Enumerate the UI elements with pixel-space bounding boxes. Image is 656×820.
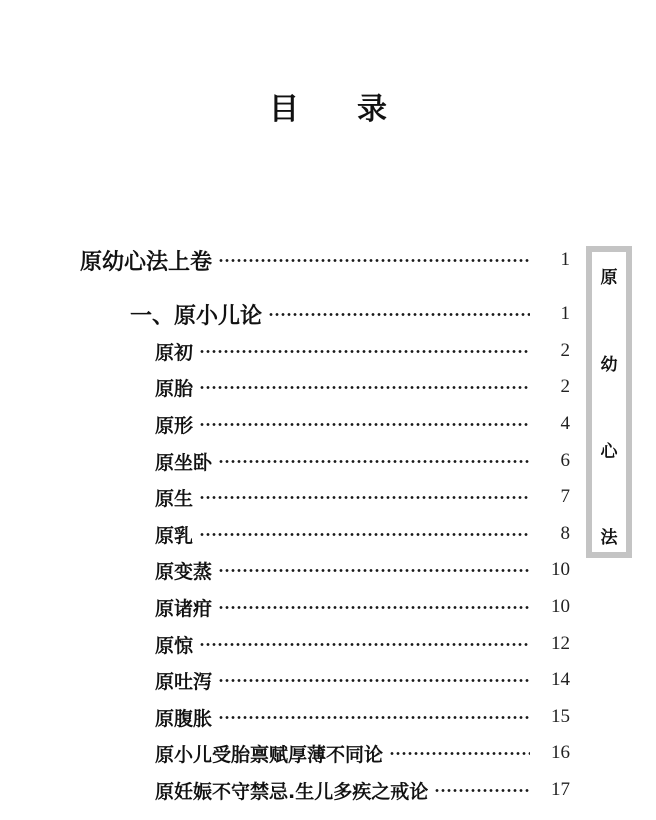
dot-leader <box>218 569 530 572</box>
toc-entry-label: 原变蒸 <box>155 560 213 583</box>
dot-leader <box>199 643 530 646</box>
dot-leader <box>199 496 530 499</box>
dot-leader <box>199 533 530 536</box>
toc-entry-label: 原胎 <box>155 377 194 400</box>
dot-leader <box>218 606 530 609</box>
toc-entry[interactable] <box>155 555 570 585</box>
side-tab-book-title <box>586 246 632 558</box>
toc-entry-page: 12 <box>551 633 570 654</box>
dot-leader <box>389 752 530 755</box>
toc-entry-label: 原幼心法上卷 <box>80 249 213 275</box>
toc-entry-page: 7 <box>560 486 570 507</box>
toc-entry-label: 原坐卧 <box>155 451 213 474</box>
toc-entry-label: 原乳 <box>155 524 194 547</box>
toc-entry[interactable] <box>155 519 570 549</box>
toc-entry[interactable] <box>155 446 570 476</box>
toc-entry[interactable] <box>155 629 570 659</box>
dot-leader <box>199 386 530 389</box>
toc-entry[interactable] <box>155 738 570 768</box>
toc-entry-page: 10 <box>551 596 570 617</box>
side-tab-char: 原 <box>600 268 618 288</box>
toc-entry-label: 原腹胀 <box>155 707 213 730</box>
page-title: 目录 <box>269 92 445 127</box>
toc-entry-page: 17 <box>551 779 570 800</box>
dot-leader <box>268 313 530 316</box>
toc-entry-volume[interactable] <box>80 245 570 275</box>
toc-entry-label: 原小儿受胎禀赋厚薄不同论 <box>155 743 384 766</box>
toc-entry-label: 原惊 <box>155 634 194 657</box>
toc-entry[interactable] <box>155 592 570 622</box>
toc-entry[interactable] <box>155 336 570 366</box>
toc-entry-page: 6 <box>560 450 570 471</box>
toc-entry[interactable] <box>155 482 570 512</box>
dot-leader <box>218 460 530 463</box>
dot-leader <box>218 716 530 719</box>
dot-leader <box>434 789 530 792</box>
dot-leader <box>199 423 530 426</box>
toc-entry-page: 15 <box>551 706 570 727</box>
toc-entry[interactable] <box>155 409 570 439</box>
toc-entry-page: 1 <box>560 303 570 324</box>
toc-entry-label: 原吐泻 <box>155 670 213 693</box>
toc-entry-chapter[interactable] <box>130 299 570 329</box>
toc-entry-page: 10 <box>551 559 570 580</box>
side-tab-char: 幼 <box>600 355 618 375</box>
toc-entry-page: 8 <box>560 523 570 544</box>
toc-entry-page: 1 <box>560 249 570 270</box>
toc-entry[interactable] <box>155 665 570 695</box>
dot-leader <box>199 350 530 353</box>
toc-entry[interactable] <box>155 775 570 805</box>
toc-entry-label: 原诸疳 <box>155 597 213 620</box>
side-tab-char: 法 <box>600 528 618 548</box>
toc-entry[interactable] <box>155 372 570 402</box>
toc-entry-page: 2 <box>560 340 570 361</box>
toc-entry-label: 原妊娠不守禁忌.生儿多疾之戒论 <box>155 780 429 803</box>
toc-entry-page: 4 <box>560 413 570 434</box>
toc-entry-page: 2 <box>560 376 570 397</box>
dot-leader <box>218 259 530 262</box>
toc-entry-page: 16 <box>551 742 570 763</box>
toc-entry-label: 原形 <box>155 414 194 437</box>
side-tab-char: 心 <box>600 442 618 462</box>
toc-entry[interactable] <box>155 702 570 732</box>
toc-entry-label: 一、原小儿论 <box>130 303 263 329</box>
toc-entry-label: 原初 <box>155 341 194 364</box>
toc-entry-page: 14 <box>551 669 570 690</box>
toc-entry-label: 原生 <box>155 487 194 510</box>
dot-leader <box>218 679 530 682</box>
